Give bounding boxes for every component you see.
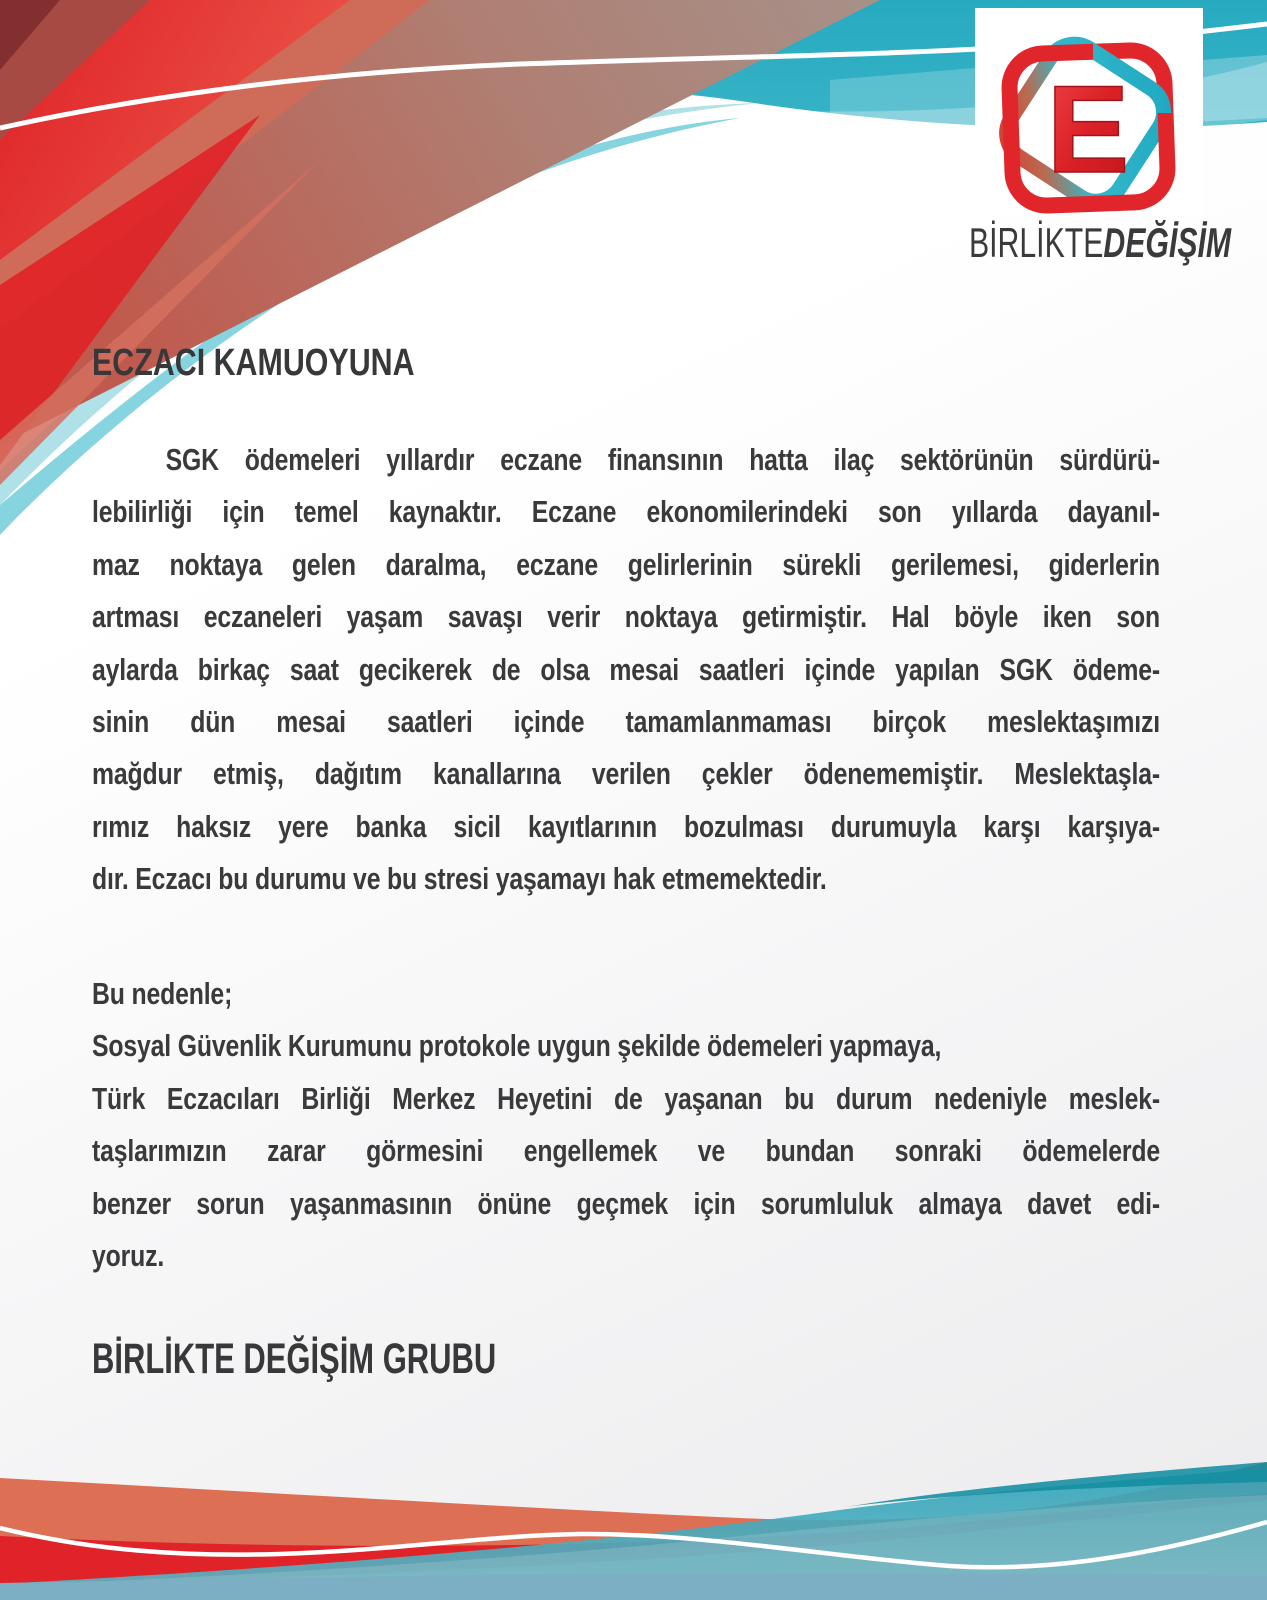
body-line: Sosyal Güvenlik Kurumunu protokole uygun şekilde ödemeleri yapmaya, <box>92 1028 942 1064</box>
brand-wordmark-regular: BİRLİKTE <box>968 219 1104 266</box>
teal-highlight-right <box>1203 55 1267 128</box>
brand-logo <box>975 8 1203 216</box>
brand-wordmark <box>969 220 1231 266</box>
signature: BİRLİKTE DEĞİŞİM GRUBU <box>92 1335 497 1383</box>
body-line: maz noktaya gelen daralma, eczane gelirlerinin sürekli gerilemesi, giderlerin <box>92 546 1160 582</box>
body-line: Türk Eczacıları Birliği Merkez Heyetini de yaşanan bu durum nedeniyle meslek- <box>92 1080 1160 1116</box>
body-line: lebilirliği için temel kaynaktır. Eczane ekonomilerindeki son yıllarda dayanıl- <box>92 494 1160 530</box>
bottom-wave-decoration <box>0 1400 1267 1600</box>
body-line: rımız haksız yere banka sicil kayıtlarının bozulması durumuyla karşı karşıya- <box>92 808 1160 844</box>
body-line: artması eczaneleri yaşam savaşı verir noktaya getirmiştir. Hal böyle iken son <box>92 599 1160 635</box>
body-line: taşlarımızın zarar görmesini engellemek ve bundan sonraki ödemelerde <box>92 1133 1160 1169</box>
body-line: Bu nedenle; <box>92 976 233 1011</box>
paragraph-1 <box>92 434 1160 906</box>
body-line: benzer sorun yaşanmasının önüne geçmek için sorumluluk almaya davet edi- <box>92 1185 1160 1221</box>
paragraph-2 <box>92 968 1160 1282</box>
body-line: aylarda birkaç saat gecikerek de olsa mesai saatleri içinde yapılan SGK ödeme- <box>92 651 1160 687</box>
body-line: mağdur etmiş, dağıtım kanallarına verilen çekler ödenememiştir. Meslektaşla- <box>92 756 1160 792</box>
body-line: sinin dün mesai saatleri içinde tamamlanmaması birçok meslektaşımızı <box>92 704 1160 740</box>
body-line: yoruz. <box>92 1238 165 1274</box>
brand-logo-box <box>975 8 1203 216</box>
brand-wordmark-bold: DEĞİŞİM <box>1103 219 1231 266</box>
body-line: SGK ödemeleri yıllardır eczane finansının hatta ilaç sektörünün sürdürü- <box>165 442 1161 477</box>
body-line: dır. Eczacı bu durumu ve bu stresi yaşamayı hak etmemektedir. <box>92 861 827 897</box>
teal-highlight-left <box>830 68 975 148</box>
logo-letter: E <box>1046 61 1130 199</box>
document-title: ECZACI KAMUOYUNA <box>92 342 415 384</box>
